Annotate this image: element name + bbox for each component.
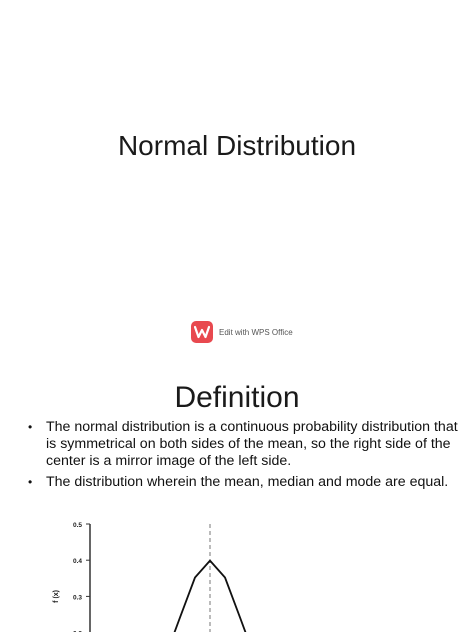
bullet-text: The normal distribution is a continuous probability distribution that is symmetrical on both sides of the mean, so the right side of the center is a mirror image of the left side. bbox=[46, 419, 458, 469]
bullet-text: The distribution wherein the mean, median and mode are equal. bbox=[46, 474, 449, 490]
normal-distribution-chart bbox=[40, 515, 340, 632]
wps-edit-badge[interactable] bbox=[191, 321, 293, 343]
y-axis-label: f (x) bbox=[53, 589, 60, 603]
bullet-item bbox=[28, 419, 458, 470]
wps-logo-icon bbox=[191, 321, 213, 343]
y-tick-label: 0.4 bbox=[72, 558, 82, 566]
definition-title: Definition bbox=[174, 381, 300, 414]
definition-bullets bbox=[28, 419, 458, 495]
slide-title: Normal Distribution bbox=[117, 130, 357, 161]
y-tick-label: 0.3 bbox=[72, 594, 82, 602]
bullet-item bbox=[28, 474, 458, 491]
bullet-icon: • bbox=[28, 420, 33, 434]
y-tick-label: 0.5 bbox=[72, 522, 82, 529]
bullet-icon: • bbox=[28, 475, 33, 489]
wps-edit-label[interactable]: Edit with WPS Office bbox=[219, 327, 293, 337]
